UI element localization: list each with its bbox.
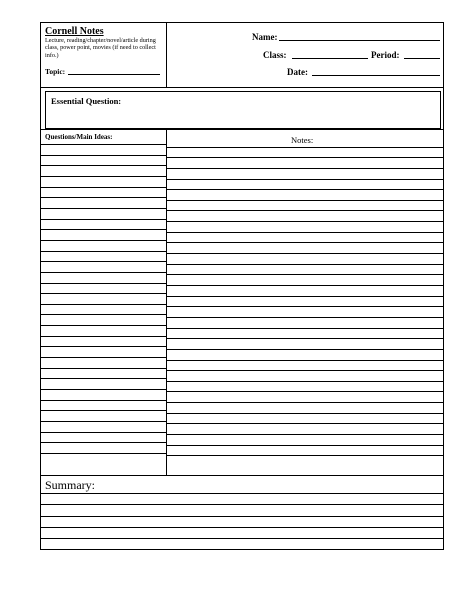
notes-column-heading: Notes:: [291, 135, 314, 145]
topic-label: Topic:: [45, 67, 66, 76]
question-line[interactable]: [41, 378, 166, 379]
question-line[interactable]: [41, 208, 166, 209]
name-label: Name:: [252, 32, 278, 42]
question-line[interactable]: [41, 432, 166, 433]
question-line[interactable]: [41, 155, 166, 156]
summary-label: Summary:: [45, 478, 95, 492]
question-line[interactable]: [41, 336, 166, 337]
question-line[interactable]: [41, 357, 166, 358]
question-line[interactable]: [41, 389, 166, 390]
note-line[interactable]: [167, 242, 443, 243]
note-line[interactable]: [167, 391, 443, 392]
question-line[interactable]: [41, 410, 166, 411]
question-line[interactable]: [41, 293, 166, 294]
class-field[interactable]: [292, 58, 368, 59]
period-label: Period:: [371, 50, 400, 60]
note-line[interactable]: [167, 455, 443, 456]
note-line[interactable]: [167, 306, 443, 307]
question-line[interactable]: [41, 314, 166, 315]
note-line[interactable]: [167, 434, 443, 435]
question-line[interactable]: [41, 442, 166, 443]
question-line[interactable]: [41, 229, 166, 230]
question-line[interactable]: [41, 272, 166, 273]
question-line[interactable]: [41, 240, 166, 241]
note-line[interactable]: [167, 423, 443, 424]
cornell-notes-sheet: [40, 22, 444, 550]
question-line[interactable]: [41, 144, 166, 145]
note-line[interactable]: [167, 338, 443, 339]
question-line[interactable]: [41, 165, 166, 166]
question-line[interactable]: [41, 187, 166, 188]
question-line[interactable]: [41, 197, 166, 198]
page-title: Cornell Notes: [45, 26, 104, 37]
note-line[interactable]: [167, 413, 443, 414]
question-line[interactable]: [41, 219, 166, 220]
essential-question-label: Essential Question:: [51, 96, 122, 106]
note-line[interactable]: [167, 370, 443, 371]
note-line[interactable]: [167, 317, 443, 318]
period-field[interactable]: [404, 58, 440, 59]
essential-question-box[interactable]: [45, 91, 441, 129]
question-line[interactable]: [41, 176, 166, 177]
header-bottom-rule: [41, 87, 443, 88]
name-field[interactable]: [279, 40, 440, 41]
note-line[interactable]: [167, 189, 443, 190]
note-line[interactable]: [167, 360, 443, 361]
question-line[interactable]: [41, 304, 166, 305]
note-line[interactable]: [167, 402, 443, 403]
note-line[interactable]: [167, 221, 443, 222]
note-line[interactable]: [167, 381, 443, 382]
page-description: Lecture, reading/chapter/novel/article during class, power point, movies (if need to collect info.): [45, 37, 156, 59]
question-line[interactable]: [41, 325, 166, 326]
question-line[interactable]: [41, 261, 166, 262]
question-line[interactable]: [41, 421, 166, 422]
note-line[interactable]: [167, 210, 443, 211]
topic-field[interactable]: [68, 74, 160, 75]
question-line[interactable]: [41, 400, 166, 401]
note-line[interactable]: [167, 200, 443, 201]
note-line[interactable]: [167, 179, 443, 180]
summary-line[interactable]: [41, 527, 443, 528]
note-line[interactable]: [167, 274, 443, 275]
note-line[interactable]: [167, 232, 443, 233]
note-line[interactable]: [167, 445, 443, 446]
note-line[interactable]: [167, 253, 443, 254]
date-field[interactable]: [312, 75, 440, 76]
class-label: Class:: [263, 50, 287, 60]
note-line[interactable]: [167, 328, 443, 329]
question-line[interactable]: [41, 368, 166, 369]
notes-grid-top-rule: [41, 129, 443, 130]
date-label: Date:: [287, 67, 308, 77]
note-line[interactable]: [167, 264, 443, 265]
summary-line[interactable]: [41, 504, 443, 505]
summary-line[interactable]: [41, 493, 443, 494]
note-line[interactable]: [167, 296, 443, 297]
summary-line[interactable]: [41, 516, 443, 517]
summary-top-rule: [41, 475, 443, 476]
questions-column-heading: Questions/Main Ideas:: [45, 133, 113, 141]
question-line[interactable]: [41, 453, 166, 454]
note-line[interactable]: [167, 147, 443, 148]
note-line[interactable]: [167, 157, 443, 158]
note-line[interactable]: [167, 285, 443, 286]
summary-line[interactable]: [41, 538, 443, 539]
question-line[interactable]: [41, 346, 166, 347]
note-line[interactable]: [167, 349, 443, 350]
note-line[interactable]: [167, 168, 443, 169]
question-line[interactable]: [41, 251, 166, 252]
question-line[interactable]: [41, 283, 166, 284]
